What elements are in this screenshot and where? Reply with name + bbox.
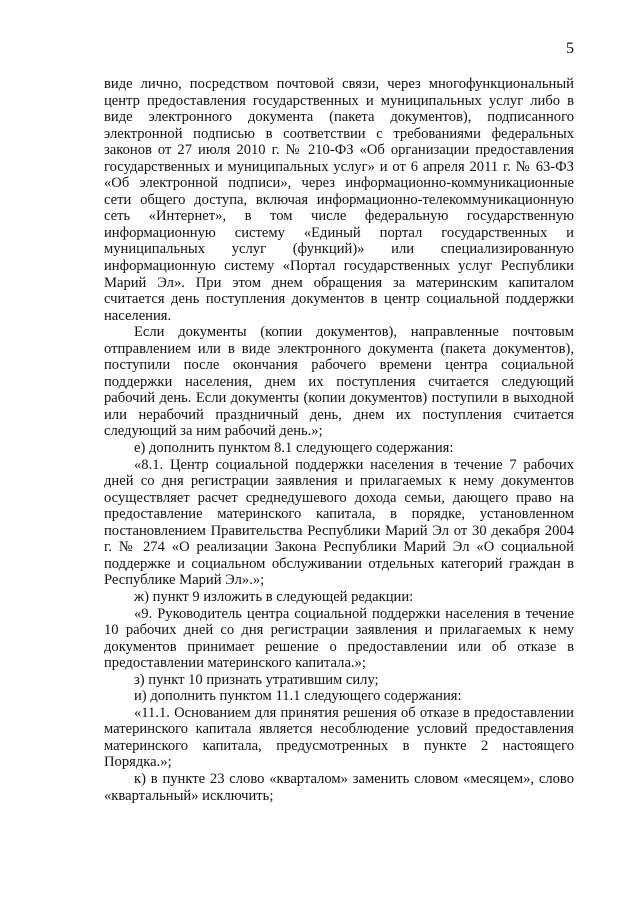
paragraph-amendment-z: з) пункт 10 признать утратившим силу; — [134, 671, 379, 688]
paragraph-amendment-i: и) дополнить пунктом 11.1 следующего содержания: — [134, 688, 462, 705]
page-number: 5 — [566, 40, 574, 57]
paragraph-amendment-zh: ж) пункт 9 изложить в следующей редакции: — [134, 588, 414, 605]
paragraph-clause-9: «9. Руководитель центра социальной поддержки населения в течение 10 рабочих дней со дня регистрации заявления и прилагаемых к нему документов принимает решение о предоставлении или об отказе в предоставлении материнского капитала.»; — [104, 605, 574, 672]
paragraph-receipt-date: Если документы (копии документов), направленные почтовым отправлением или в виде электронного документа (пакета документов), поступили после окончания рабочего времени центра социальной поддержки населения, днем их поступления считается следующий рабочий день. Если документы (копии документов) поступили в выходной или нерабочий праздничный день, днем их поступления считается следующий за ним рабочий день.»; — [104, 324, 574, 440]
paragraph-amendment-e: е) дополнить пунктом 8.1 следующего содержания: — [134, 440, 454, 457]
paragraph-submission-methods: виде лично, посредством почтовой связи, через многофункциональный центр предоставления государственных и муниципальных услуг либо в виде электронного документа (пакета документов), подписанного электронной подписью в соответствии с требованиями федеральных законов от 27 июля 2010 г. № 210-ФЗ «Об организации предоставления государственных и муниципальных услуг» и от 6 апреля 2011 г. № 63-ФЗ «Об электронной подписи», через информационно-коммуникационные сети общего доступа, включая информационно-телекоммуникационную сеть «Интернет», в том числе федеральную государственную информационную систему «Единый портал государственных и муниципальных услуг (функций)» или специализированную информационную систему «Портал государственных услуг Республики Марий Эл». При этом днем обращения за материнским капиталом считается день поступления документов в центр социальной поддержки населения. — [104, 76, 574, 324]
paragraph-clause-11-1: «11.1. Основанием для принятия решения об отказе в предоставлении материнского капитала является несоблюдение условий предоставления материнского капитала, предусмотренных в пункте 2 настоящего Порядка.»; — [104, 704, 574, 771]
paragraph-amendment-k: к) в пункте 23 слово «кварталом» заменить словом «месяцем», слово «квартальный» исключить; — [104, 770, 574, 804]
paragraph-clause-8-1: «8.1. Центр социальной поддержки населения в течение 7 рабочих дней со дня регистрации заявления и прилагаемых к нему документов осуществляет расчет среднедушевого дохода семьи, дающего право на предоставление материнского капитала, в порядке, установленном постановлением Правительства Республики Марий Эл от 30 декабря 2004 г. № 274 «О реализации Закона Республики Марий Эл «О социальной поддержке и социальном обслуживании отдельных категорий граждан в Республике Марий Эл».»; — [104, 456, 574, 589]
document-body — [104, 76, 574, 804]
